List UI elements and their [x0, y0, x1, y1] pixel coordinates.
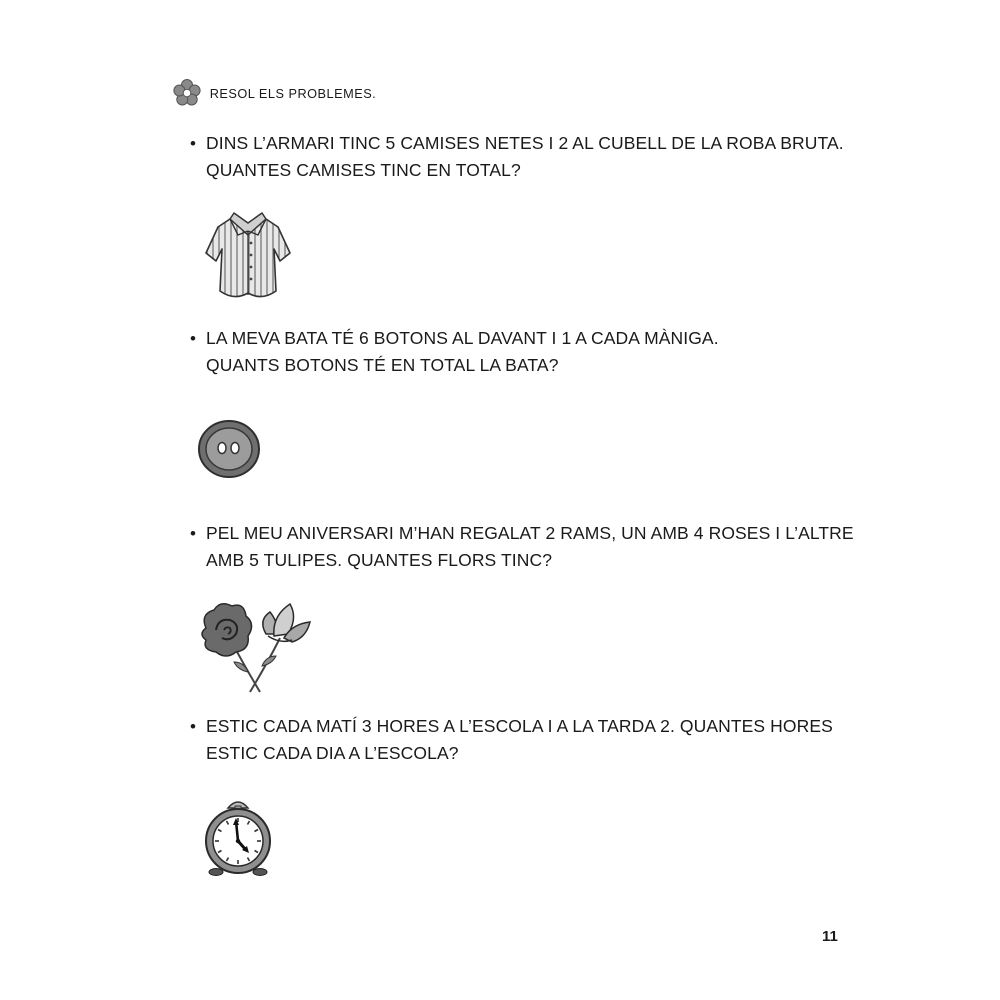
problem-text-line-2: ESTIC CADA DIA A L’ESCOLA?	[206, 743, 459, 763]
problem-text-line-2: QUANTES CAMISES TINC EN TOTAL?	[206, 160, 521, 180]
bullet: •	[190, 524, 197, 543]
problem-text-line-1: DINS L’ARMARI TINC 5 CAMISES NETES I 2 AL CUBELL DE LA ROBA BRUTA.	[206, 133, 844, 153]
problem-3	[190, 520, 854, 574]
problem-text-line-2: QUANTS BOTONS TÉ EN TOTAL LA BATA?	[206, 355, 559, 375]
rose-tulip-icon	[198, 600, 316, 695]
bullet: •	[190, 717, 197, 736]
section-header	[172, 78, 378, 108]
problem-4	[190, 713, 833, 767]
problem-2	[190, 325, 830, 379]
problem-text-line-2: AMB 5 TULIPES. QUANTES FLORS TINC?	[206, 550, 553, 570]
section-title: RESOL ELS PROBLEMES.	[209, 85, 377, 101]
shirt-icon	[200, 205, 295, 305]
flower-icon	[172, 78, 202, 108]
bullet: •	[190, 329, 197, 348]
button-icon	[196, 418, 262, 480]
problem-text-line-1: ESTIC CADA MATÍ 3 HORES A L’ESCOLA I A LA TARDA 2. QUANTES HORES	[206, 716, 833, 736]
alarm-clock-icon	[202, 798, 274, 878]
bullet: •	[190, 134, 197, 153]
problem-text-line-1: PEL MEU ANIVERSARI M’HAN REGALAT 2 RAMS, UN AMB 4 ROSES I L’ALTRE	[206, 523, 854, 543]
page-number: 11	[822, 928, 838, 945]
problem-1	[190, 130, 844, 184]
problem-text-line-1: LA MEVA BATA TÉ 6 BOTONS AL DAVANT I 1 A CADA MÀNIGA.	[206, 328, 719, 348]
